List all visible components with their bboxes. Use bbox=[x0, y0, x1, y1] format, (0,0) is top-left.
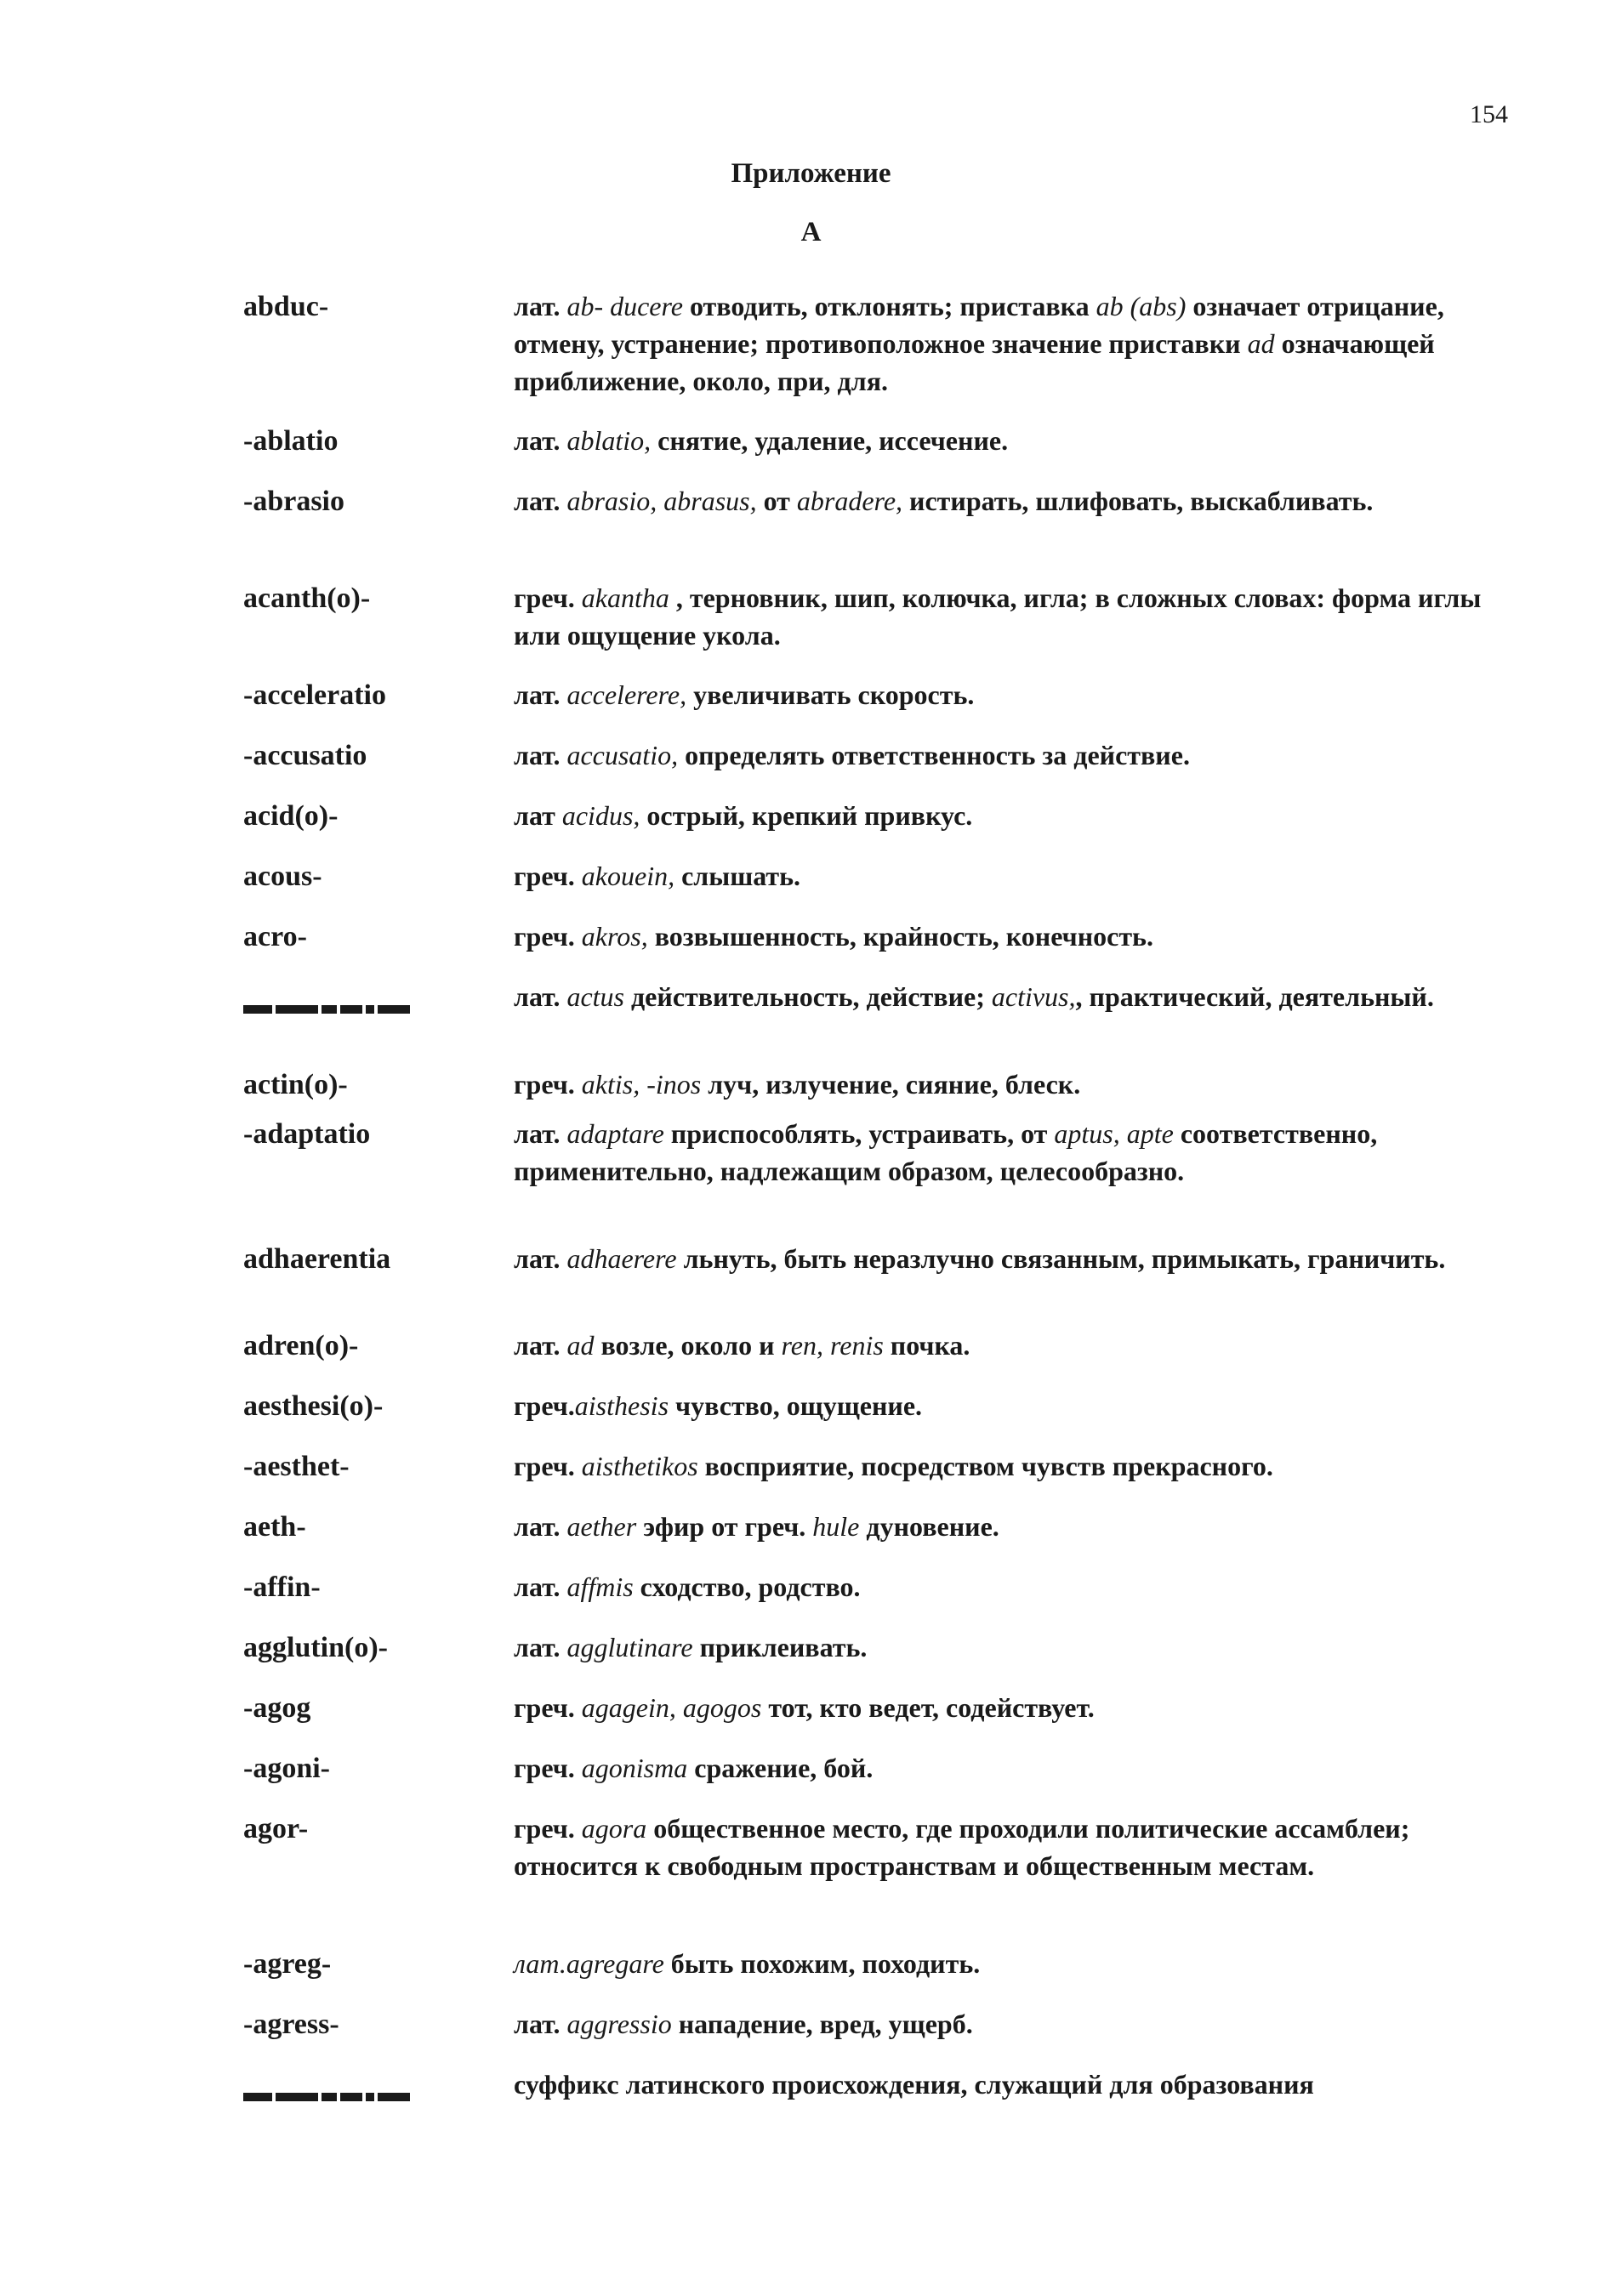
definition-text: соответственно, применительно, надлежащим образом, целесообразно. bbox=[514, 1118, 1378, 1186]
page-number: 154 bbox=[1470, 100, 1508, 128]
definition-text: греч. bbox=[514, 583, 582, 613]
definition-text: восприятие, посредством чувств прекрасного. bbox=[697, 1451, 1273, 1481]
entry-term: adhaerentia bbox=[243, 1243, 391, 1275]
definition-source-word: abrasio, abrasus, bbox=[566, 486, 757, 516]
definition-source-word: ad bbox=[566, 1330, 595, 1361]
entry-definition bbox=[514, 1327, 1509, 1364]
entry-term: adren(o)- bbox=[243, 1330, 359, 1361]
definition-source-word: actus bbox=[566, 981, 624, 1012]
definition-source-word: aisthetikos bbox=[581, 1451, 698, 1481]
entry-term: -adaptatio bbox=[243, 1118, 371, 1150]
entry-definition bbox=[514, 1689, 1509, 1726]
entry-term: agor- bbox=[243, 1813, 309, 1844]
entry-definition bbox=[514, 482, 1509, 520]
definition-source-word: agagein, agogos bbox=[581, 1692, 762, 1723]
entry-term: aesthesi(o)- bbox=[243, 1390, 384, 1422]
definition-text: увеличивать скорость. bbox=[686, 679, 975, 710]
definition-text: лат. bbox=[514, 1571, 567, 1602]
section-letter: А bbox=[800, 217, 822, 247]
definition-text: острый, крепкий привкус. bbox=[640, 800, 973, 831]
definition-text: быть похожим, походить. bbox=[663, 1948, 981, 1979]
definition-source-word: лат.agregare bbox=[514, 1948, 664, 1979]
page-title: Приложение bbox=[731, 158, 891, 189]
definition-text: греч. bbox=[514, 1390, 575, 1421]
definition-source-word: adaptare bbox=[566, 1118, 664, 1149]
definition-source-word: ab- ducere bbox=[566, 291, 683, 321]
definition-source-word: agonisma bbox=[581, 1753, 688, 1783]
entry-term: abduc- bbox=[243, 291, 329, 322]
entry-term: actin(o)- bbox=[243, 1069, 348, 1100]
definition-source-word: ablatio, bbox=[566, 425, 652, 456]
definition-text: слышать. bbox=[674, 861, 801, 891]
definition-text: лат. bbox=[514, 1511, 567, 1542]
definition-text: греч. bbox=[514, 1451, 582, 1481]
definition-text: греч. bbox=[514, 1069, 582, 1100]
definition-text: почка. bbox=[883, 1330, 970, 1361]
definition-text: лат bbox=[514, 800, 562, 831]
entry-definition bbox=[514, 1066, 1509, 1103]
definition-text: лат. bbox=[514, 981, 567, 1012]
definition-text: греч. bbox=[514, 921, 582, 952]
definition-source-word: aptus, apte bbox=[1054, 1118, 1174, 1149]
definition-text: лат. bbox=[514, 1118, 567, 1149]
definition-source-word: ad bbox=[1247, 328, 1275, 359]
definition-source-word: acidus, bbox=[561, 800, 640, 831]
definition-text: означающей приближение, около, при, для. bbox=[514, 328, 1435, 396]
entry-term: aeth- bbox=[243, 1511, 306, 1543]
definition-text: приспособлять, устраивать, от bbox=[663, 1118, 1055, 1149]
entry-definition bbox=[514, 1568, 1509, 1605]
entry-definition bbox=[514, 978, 1509, 1015]
definition-text: от bbox=[756, 486, 797, 516]
definition-text: действительность, действие; bbox=[623, 981, 992, 1012]
entry-term: -agreg- bbox=[243, 1948, 332, 1980]
definition-text: , практический, деятельный. bbox=[1075, 981, 1434, 1012]
definition-text: греч. bbox=[514, 1753, 582, 1783]
entry-definition bbox=[514, 579, 1509, 654]
definition-text: лат. bbox=[514, 740, 567, 770]
definition-text: определять ответственность за действие. bbox=[678, 740, 1190, 770]
entry-definition bbox=[514, 736, 1509, 774]
definition-text: возле, около и bbox=[594, 1330, 782, 1361]
entry-term: -ablatio bbox=[243, 425, 339, 457]
definition-text: общественное место, где проходили политические ассамблеи; относится к свободным пространствам и общественным местам. bbox=[514, 1813, 1410, 1881]
definition-text: отводить, отклонять; приставка bbox=[682, 291, 1096, 321]
entry-definition bbox=[514, 1810, 1509, 1884]
definition-text: лат. bbox=[514, 1243, 567, 1274]
definition-text: тот, кто ведет, содействует. bbox=[761, 1692, 1095, 1723]
definition-source-word: adhaerere bbox=[566, 1243, 677, 1274]
definition-text: приклеивать. bbox=[692, 1632, 868, 1662]
definition-text: , терновник, шип, колючка, игла; в сложных словах: форма иглы или ощущение укола. bbox=[514, 583, 1482, 651]
entry-definition bbox=[514, 1387, 1509, 1424]
definition-source-word: abradere, bbox=[796, 486, 903, 516]
definition-source-word: aisthesis bbox=[574, 1390, 669, 1421]
definition-text: истирать, шлифовать, выскабливать. bbox=[902, 486, 1374, 516]
definition-source-word: akros, bbox=[581, 921, 648, 952]
definition-text: дуновение. bbox=[859, 1511, 999, 1542]
definition-text: лат. bbox=[514, 425, 567, 456]
entry-definition bbox=[514, 857, 1509, 895]
definition-text: лат. bbox=[514, 486, 567, 516]
entry-term: -agoni- bbox=[243, 1753, 330, 1784]
definition-text: возвышенность, крайность, конечность. bbox=[647, 921, 1153, 952]
entry-definition bbox=[514, 676, 1509, 713]
entry-definition bbox=[514, 2066, 1509, 2103]
definition-source-word: agora bbox=[581, 1813, 647, 1844]
definition-source-word: accelerere, bbox=[566, 679, 687, 710]
entry-term: -aesthet- bbox=[243, 1451, 350, 1482]
definition-text: луч, излучение, сияние, блеск. bbox=[701, 1069, 1081, 1100]
definition-text: эфир от греч. bbox=[636, 1511, 813, 1542]
entry-term: acid(o)- bbox=[243, 800, 339, 832]
entry-term: -agog bbox=[243, 1692, 311, 1724]
definition-text: суффикс латинского происхождения, служащий для образования bbox=[514, 2069, 1314, 2100]
definition-text: сражение, бой. bbox=[687, 1753, 874, 1783]
entry-term: -affin- bbox=[243, 1571, 321, 1603]
definition-text: греч. bbox=[514, 861, 582, 891]
entry-definition bbox=[514, 2005, 1509, 2043]
entry-term: agglutin(o)- bbox=[243, 1632, 388, 1663]
definition-source-word: agglutinare bbox=[566, 1632, 693, 1662]
entry-definition bbox=[514, 1508, 1509, 1545]
definition-text: сходство, родство. bbox=[633, 1571, 861, 1602]
definition-source-word: aktis, -inos bbox=[581, 1069, 702, 1100]
entry-term: -agress- bbox=[243, 2009, 339, 2040]
entry-term: acro- bbox=[243, 921, 307, 952]
definition-source-word: ren, renis bbox=[781, 1330, 884, 1361]
definition-text: греч. bbox=[514, 1692, 582, 1723]
definition-source-word: accusatio, bbox=[566, 740, 679, 770]
entry-definition bbox=[514, 797, 1509, 834]
definition-source-word: aggressio bbox=[566, 2009, 672, 2039]
definition-text: означает отрицание, отмену, устранение; противоположное значение приставки bbox=[514, 291, 1444, 359]
definition-text: нападение, вред, ущерб. bbox=[671, 2009, 973, 2039]
definition-text: лат. bbox=[514, 291, 567, 321]
definition-text: лат. bbox=[514, 2009, 567, 2039]
definition-text: лат. bbox=[514, 679, 567, 710]
definition-source-word: affmis bbox=[566, 1571, 634, 1602]
definition-text: снятие, удаление, иссечение. bbox=[651, 425, 1009, 456]
entry-term: -abrasio bbox=[243, 486, 344, 517]
definition-source-word: hule bbox=[812, 1511, 860, 1542]
entry-term: acanth(o)- bbox=[243, 583, 371, 614]
definition-source-word: akantha bbox=[581, 583, 669, 613]
definition-source-word: aether bbox=[566, 1511, 637, 1542]
entry-definition bbox=[514, 287, 1509, 400]
entry-definition bbox=[514, 1115, 1509, 1190]
entry-definition bbox=[514, 1945, 1509, 1982]
garbled-term-mark bbox=[243, 978, 413, 1027]
definition-text: чувство, ощущение. bbox=[669, 1390, 923, 1421]
entry-term: -accusatio bbox=[243, 740, 367, 771]
definition-text: лат. bbox=[514, 1632, 567, 1662]
definition-source-word: ab (abs) bbox=[1096, 291, 1187, 321]
entry-definition bbox=[514, 422, 1509, 459]
definition-text: льнуть, быть неразлучно связанным, примыкать, граничить. bbox=[676, 1243, 1446, 1274]
definition-source-word: activus, bbox=[991, 981, 1076, 1012]
entry-term: -acceleratio bbox=[243, 679, 386, 711]
definition-source-word: akouein, bbox=[581, 861, 675, 891]
entry-definition bbox=[514, 1628, 1509, 1666]
entry-definition bbox=[514, 918, 1509, 955]
garbled-term-mark bbox=[243, 2066, 413, 2115]
definition-text: лат. bbox=[514, 1330, 567, 1361]
entry-term: acous- bbox=[243, 861, 322, 892]
entry-definition bbox=[514, 1240, 1509, 1277]
entry-definition bbox=[514, 1447, 1509, 1485]
definition-text: греч. bbox=[514, 1813, 582, 1844]
entry-definition bbox=[514, 1749, 1509, 1787]
